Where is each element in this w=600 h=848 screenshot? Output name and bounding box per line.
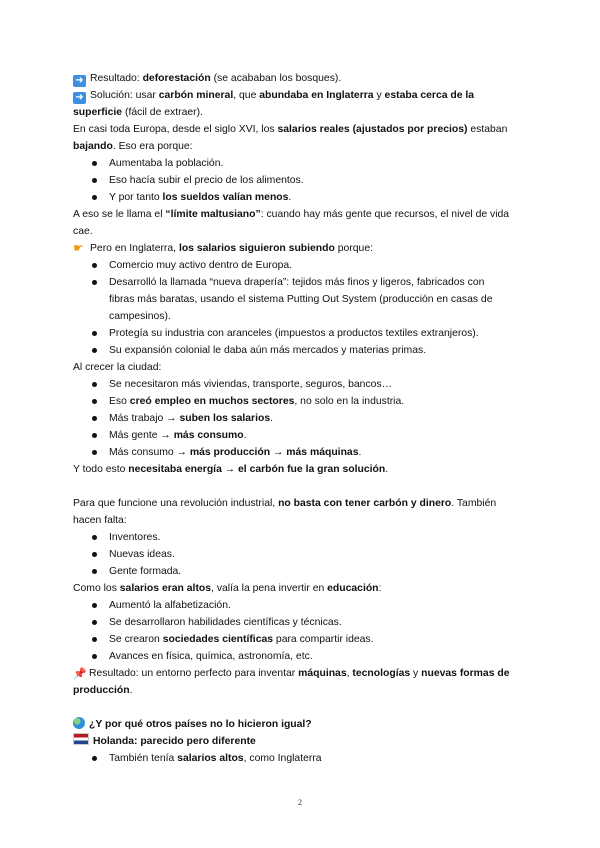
bold-text: salarios altos <box>177 753 244 764</box>
text: : cuando hay más gente que recursos, el nivel de vida <box>260 209 510 220</box>
list-item <box>73 257 533 274</box>
list-item <box>73 325 533 342</box>
text: Su expansión colonial le daba aún más mercados y materias primas. <box>109 345 427 356</box>
text: Resultado: <box>90 73 143 84</box>
bold-text: suben los salarios <box>179 413 271 424</box>
netherlands-flag-icon <box>73 733 89 745</box>
text: Avances en física, química, astronomía, etc. <box>109 651 313 662</box>
malthusian-line <box>73 206 533 223</box>
list-item <box>73 444 533 461</box>
page-number: 2 <box>298 798 302 807</box>
energy-line <box>73 461 533 478</box>
solution-line-cont <box>73 104 533 121</box>
requirements-line-cont <box>73 512 533 529</box>
list-item <box>73 427 533 444</box>
text: fibras más baratas, usando el sistema Putting Out System (producción en casas de <box>109 294 493 305</box>
bold-text: nuevas formas de <box>421 668 510 679</box>
text: Nuevas ideas. <box>109 549 175 560</box>
bold-text: no basta con tener carbón y dinero <box>278 498 452 509</box>
heading-text: ¿Y por qué otros países no lo hicieron igual? <box>89 719 312 730</box>
text: (se acababan los bosques). <box>210 73 342 84</box>
text: estaban <box>467 124 508 135</box>
text: Aumentó la alfabetización. <box>109 600 231 611</box>
text: , valía la pena invertir en <box>211 583 328 594</box>
spacer <box>73 478 533 495</box>
bold-text: producción <box>73 685 130 696</box>
text: hacen falta: <box>73 515 127 526</box>
text: Pero en Inglaterra, <box>90 243 179 254</box>
text: . También <box>451 498 497 509</box>
text: campesinos). <box>109 311 171 322</box>
list-item <box>73 172 533 189</box>
section-heading-holland <box>73 733 533 750</box>
list-item <box>73 563 533 580</box>
pointing-hand-icon: ☛ <box>73 241 84 255</box>
text: porque: <box>334 243 373 254</box>
section-heading-countries <box>73 716 533 733</box>
text: Gente formada. <box>109 566 182 577</box>
text: (fácil de extraer). <box>122 107 203 118</box>
list-item <box>73 155 533 172</box>
bold-text: máquinas <box>298 668 347 679</box>
text: cae. <box>73 226 93 237</box>
text: . <box>358 447 362 458</box>
bold-text: → <box>221 464 239 475</box>
text: A eso se le llama el <box>73 209 166 220</box>
text: Más consumo → <box>109 447 190 458</box>
holland-list <box>73 750 533 767</box>
text: para compartir ideas. <box>273 634 374 645</box>
bold-text: salarios eran altos <box>119 583 212 594</box>
text: Desarrolló la llamada “nueva drapería”: tejidos más finos y ligeros, fabricados con <box>109 277 485 288</box>
pushpin-icon: 📌 <box>73 668 87 680</box>
bold-text: educación <box>327 583 379 594</box>
text: . <box>243 430 247 441</box>
europe-salaries-line <box>73 121 533 138</box>
list-item <box>73 631 533 648</box>
list-item <box>73 614 533 631</box>
city-growth-line <box>73 359 533 376</box>
bold-text: el carbón fue la gran solución <box>238 464 386 475</box>
text: Se necesitaron más viviendas, transporte, seguros, bancos… <box>109 379 393 390</box>
text: Eso <box>109 396 130 407</box>
text: . Eso era porque: <box>112 141 193 152</box>
spacer <box>73 699 533 716</box>
text: Comercio muy activo dentro de Europa. <box>109 260 293 271</box>
text: Eso hacía subir el precio de los alimentos. <box>109 175 304 186</box>
bold-text: estaba cerca de la <box>384 90 475 101</box>
result-deforestation-line <box>73 70 533 87</box>
page-content <box>73 70 533 767</box>
text: . <box>129 685 133 696</box>
text: . <box>288 192 292 203</box>
globe-icon <box>73 717 85 729</box>
text: Resultado: un entorno perfecto para inventar <box>89 668 299 679</box>
list-item <box>73 648 533 665</box>
text: Solución: usar <box>90 90 159 101</box>
bold-text: más máquinas <box>286 447 359 458</box>
text: También tenía <box>109 753 178 764</box>
text: . <box>270 413 274 424</box>
text: y <box>410 668 422 679</box>
text: Más gente → <box>109 430 174 441</box>
text: y <box>373 90 385 101</box>
text: , no solo en la industria. <box>294 396 405 407</box>
list-item <box>73 410 533 427</box>
right-arrow-icon: ➜ <box>73 92 86 104</box>
bold-text: más producción <box>189 447 271 458</box>
right-arrow-icon: ➜ <box>73 75 86 87</box>
list-item <box>73 274 533 325</box>
bold-text: abundaba en Inglaterra <box>259 90 374 101</box>
result-environment-line <box>73 665 533 682</box>
england-line <box>73 240 533 257</box>
heading-text: Holanda: parecido pero diferente <box>93 736 256 747</box>
text: Y por tanto <box>109 192 163 203</box>
result-environment-line-cont <box>73 682 533 699</box>
list-item <box>73 750 533 767</box>
requirements-line <box>73 495 533 512</box>
list-item <box>73 342 533 359</box>
bold-text: más consumo <box>173 430 244 441</box>
education-line <box>73 580 533 597</box>
bold-text: superficie <box>73 107 123 118</box>
city-growth-list <box>73 376 533 461</box>
education-list <box>73 597 533 665</box>
bold-text: deforestación <box>142 73 211 84</box>
text: , <box>346 668 353 679</box>
bold-text: carbón mineral <box>158 90 234 101</box>
bold-text: tecnologías <box>352 668 411 679</box>
europe-salaries-line-cont <box>73 138 533 155</box>
text: Protegía su industria con aranceles (impuestos a productos textiles extranjeros). <box>109 328 479 339</box>
list-item <box>73 597 533 614</box>
text: Más trabajo → <box>109 413 180 424</box>
solution-line <box>73 87 533 104</box>
text: → <box>270 447 287 458</box>
text: Inventores. <box>109 532 161 543</box>
text: : <box>378 583 382 594</box>
bold-text: bajando <box>73 141 113 152</box>
list-item <box>73 189 533 206</box>
bold-text: salarios reales (ajustados por precios) <box>277 124 468 135</box>
text: Se crearon <box>109 634 163 645</box>
bold-text: “límite maltusiano” <box>165 209 261 220</box>
bold-text: sociedades científicas <box>162 634 274 645</box>
text: Se desarrollaron habilidades científicas y técnicas. <box>109 617 342 628</box>
text: Al crecer la ciudad: <box>73 362 162 373</box>
england-reasons-list <box>73 257 533 359</box>
text: En casi toda Europa, desde el siglo XVI, los <box>73 124 278 135</box>
list-item <box>73 376 533 393</box>
text: Para que funcione una revolución industrial, <box>73 498 279 509</box>
requirements-list <box>73 529 533 580</box>
text: Y todo esto <box>73 464 129 475</box>
bold-text: los sueldos valían menos <box>162 192 289 203</box>
list-item <box>73 529 533 546</box>
malthusian-line-cont <box>73 223 533 240</box>
bold-text: los salarios siguieron subiendo <box>178 243 335 254</box>
list-item <box>73 546 533 563</box>
text: . <box>385 464 389 475</box>
text: Como los <box>73 583 120 594</box>
causes-list <box>73 155 533 206</box>
list-item <box>73 393 533 410</box>
text: , que <box>233 90 260 101</box>
bold-text: necesitaba energía <box>128 464 222 475</box>
text: , como Inglaterra <box>243 753 322 764</box>
bold-text: creó empleo en muchos sectores <box>129 396 295 407</box>
text: Aumentaba la población. <box>109 158 224 169</box>
